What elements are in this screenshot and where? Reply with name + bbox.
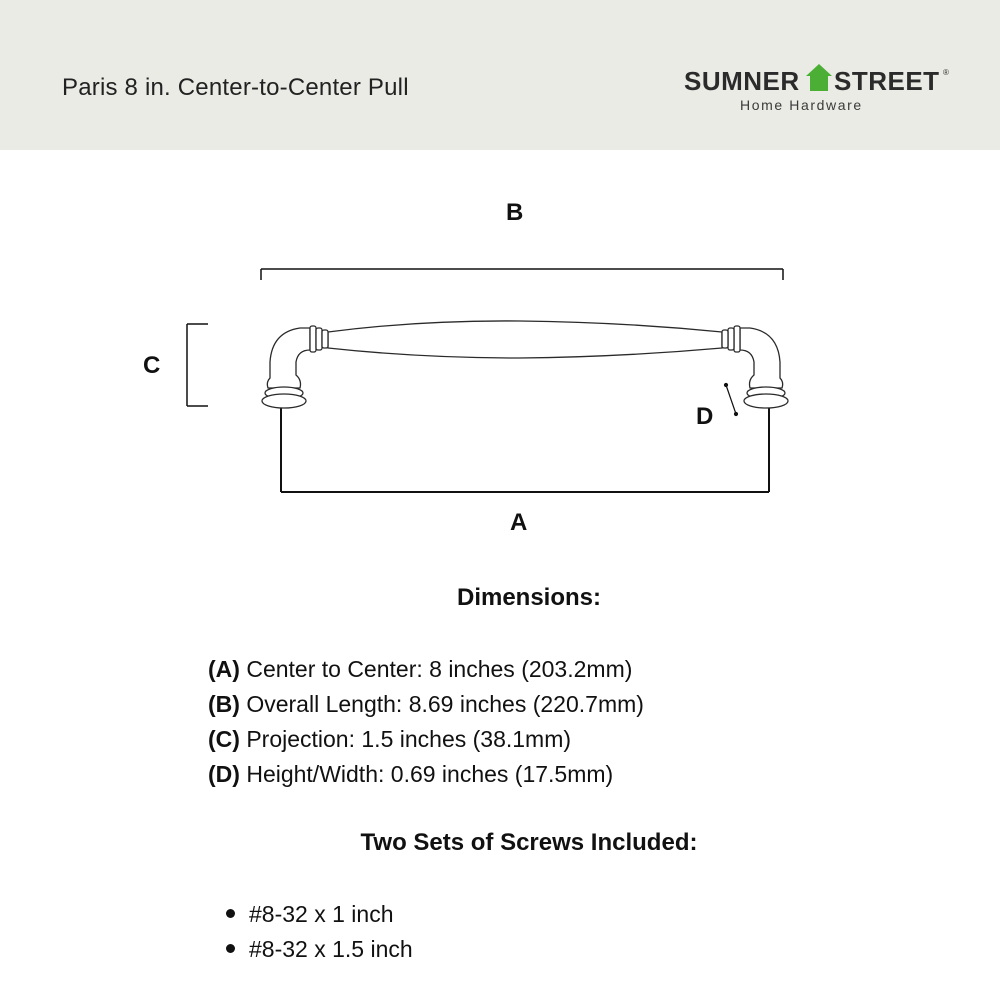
- list-item: [226, 899, 413, 934]
- bullet-icon: [226, 909, 235, 918]
- dimension-d-indicator: [725, 384, 738, 416]
- dimension-row-d: [208, 759, 644, 794]
- screw-text: #8-32 x 1.5 inch: [249, 936, 413, 962]
- logo-word-left: SUMNER: [684, 66, 800, 96]
- dimension-text: Overall Length: 8.69 inches (220.7mm): [239, 691, 644, 717]
- dimension-row-c: [208, 724, 644, 759]
- registered-mark: ®: [943, 68, 949, 77]
- logo-word-right: STREET: [834, 66, 940, 96]
- dimension-key: (C): [208, 726, 240, 752]
- dimension-row-a: [208, 654, 644, 689]
- dimensions-list: [208, 654, 644, 794]
- label-a: A: [510, 509, 528, 536]
- dimension-key: (A): [208, 656, 240, 682]
- dimension-key: (D): [208, 761, 240, 787]
- label-c: C: [143, 352, 161, 379]
- list-item: [226, 934, 413, 969]
- pull-handle: [262, 321, 788, 408]
- house-icon: [804, 62, 834, 92]
- label-d: D: [696, 403, 714, 430]
- label-b: B: [506, 199, 524, 226]
- dimension-text: Center to Center: 8 inches (203.2mm): [239, 656, 633, 682]
- dimension-row-b: [208, 689, 644, 724]
- screw-text: #8-32 x 1 inch: [249, 901, 394, 927]
- dimension-text: Projection: 1.5 inches (38.1mm): [239, 726, 572, 752]
- dimension-b-bracket: [261, 269, 783, 280]
- dimension-key: (B): [208, 691, 240, 717]
- header-banner: [0, 0, 1000, 150]
- brand-logo: [684, 60, 954, 120]
- logo-tagline: Home Hardware: [740, 97, 863, 113]
- dimensions-heading: Dimensions:: [456, 584, 602, 611]
- product-title: Paris 8 in. Center-to-Center Pull: [62, 74, 409, 101]
- screws-heading: Two Sets of Screws Included:: [360, 829, 698, 856]
- dimension-c-bracket: [187, 324, 208, 406]
- bullet-icon: [226, 944, 235, 953]
- screws-list: [226, 899, 413, 969]
- dimension-text: Height/Width: 0.69 inches (17.5mm): [239, 761, 614, 787]
